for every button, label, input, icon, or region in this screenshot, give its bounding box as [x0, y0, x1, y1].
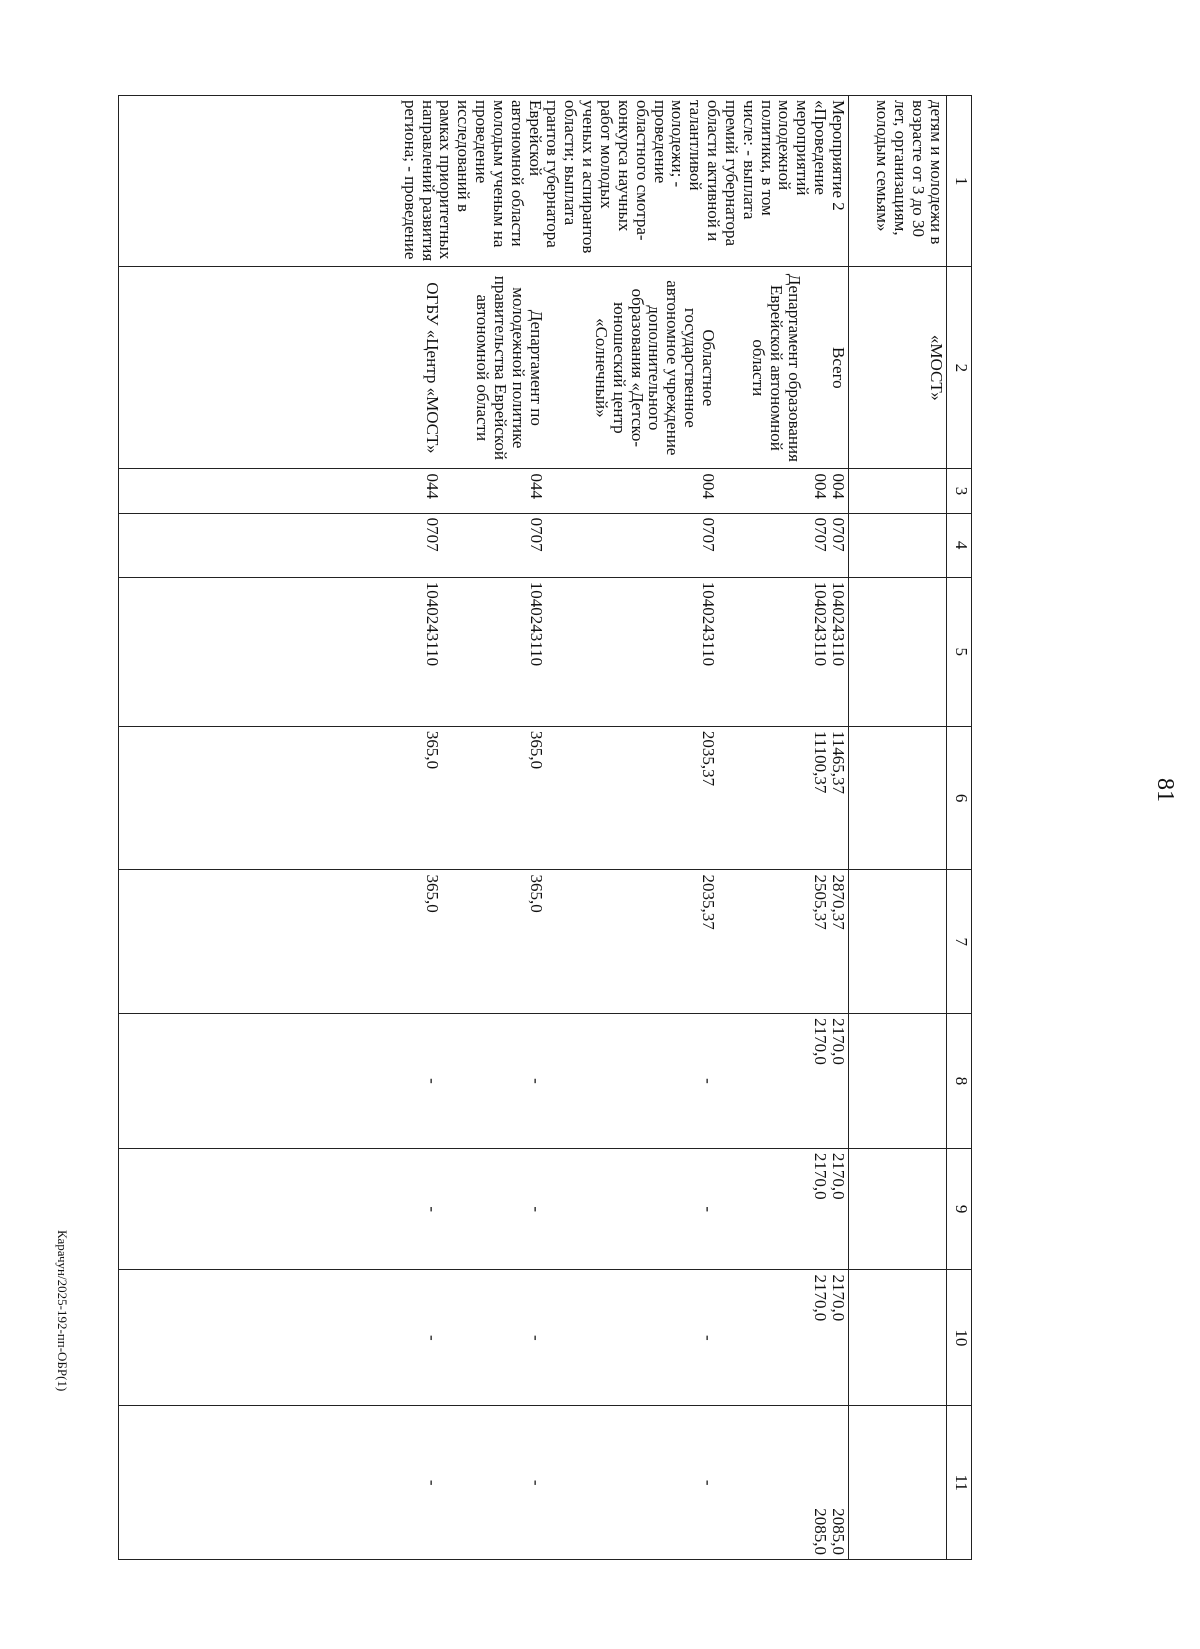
value-youth-policy: 1040243110 — [527, 581, 547, 667]
value-solnechny: - — [699, 1335, 719, 1341]
amount-cell-7 — [119, 870, 849, 1014]
value-most: 1040243110 — [423, 581, 443, 667]
value-total: 11465,37 — [829, 730, 848, 794]
amount-cell-11 — [119, 1406, 849, 1560]
value-total: 1040243110 — [829, 581, 848, 667]
value-most: - — [423, 1078, 443, 1084]
value-total: 2085,0 — [829, 1508, 848, 1555]
value-solnechny: 004 — [699, 473, 719, 499]
row-description: детям и молодежи в возрасте от 3 до 30 лет, организациям, молодым семьям» — [849, 96, 947, 267]
column-number: 2 — [947, 267, 972, 469]
value-solnechny: - — [699, 1078, 719, 1084]
table-cell — [849, 577, 947, 726]
row-description: Мероприятие 2 «Проведение мероприятий молодежной политики, в том числе: - выплата премий губернатора области активной и талантливой молодежи; - проведение областного смотра-конкурса научных работ молодых ученых и аспирантов области; выплата грантов губернатора Еврейской автономной области молодым ученым на проведение исследований в рамках приоритетных направлений развития региона; - проведение — [119, 96, 849, 267]
executor-total: Всего — [829, 347, 848, 389]
column-number: 7 — [947, 870, 972, 1014]
table-row — [849, 96, 947, 1560]
table-cell — [849, 513, 947, 577]
amount-cell-6 — [119, 726, 849, 870]
value-solnechny: - — [699, 1479, 719, 1486]
row-executor: «МОСТ» — [849, 267, 947, 469]
code-cell-5 — [119, 577, 849, 726]
value-department-education: 2085,0 — [811, 1508, 831, 1555]
column-number: 1 — [947, 96, 972, 267]
value-department-education: 2170,0 — [811, 1274, 831, 1322]
column-number: 6 — [947, 726, 972, 870]
column-number: 10 — [947, 1270, 972, 1406]
column-number: 4 — [947, 513, 972, 577]
value-department-education: 2170,0 — [811, 1018, 831, 1065]
executor-department-education: Департамент образования Еврейской автономной области — [749, 273, 804, 462]
executor-department-youth-policy: Департамент по молодежной политике правительства Еврейской автономной области — [473, 275, 546, 460]
table-header-row — [947, 96, 972, 1560]
value-youth-policy: - — [527, 1335, 547, 1341]
value-department-education: 2505,37 — [811, 874, 831, 930]
page-number: 81 — [1152, 778, 1178, 802]
value-solnechny: 1040243110 — [699, 581, 719, 667]
value-youth-policy: - — [527, 1078, 547, 1084]
value-solnechny: - — [699, 1206, 719, 1212]
table-cell — [849, 726, 947, 870]
table-cell — [849, 870, 947, 1014]
amount-cell-9 — [119, 1148, 849, 1270]
value-total: 004 — [829, 473, 848, 499]
executor-most-center: ОГБУ «Центр «МОСТ» — [423, 282, 442, 454]
column-number: 8 — [947, 1014, 972, 1149]
table-cell — [849, 469, 947, 513]
value-total: 2170,0 — [829, 1018, 848, 1065]
value-youth-policy: 044 — [527, 473, 547, 499]
executor-list — [119, 267, 849, 469]
value-total: 0707 — [829, 517, 848, 552]
column-number: 3 — [947, 469, 972, 513]
value-department-education: 2170,0 — [811, 1152, 831, 1200]
value-youth-policy: - — [527, 1479, 547, 1486]
amount-cell-8 — [119, 1014, 849, 1149]
table-row — [119, 96, 849, 1560]
value-youth-policy: 365,0 — [527, 874, 547, 913]
value-department-education: 0707 — [811, 517, 831, 552]
value-most: 044 — [423, 473, 443, 499]
value-solnechny: 0707 — [699, 517, 719, 552]
value-most: - — [423, 1479, 443, 1486]
table-cell — [849, 1406, 947, 1560]
value-total: 2170,0 — [829, 1274, 848, 1322]
value-most: - — [423, 1335, 443, 1341]
code-cell-3 — [119, 469, 849, 513]
column-number: 11 — [947, 1406, 972, 1560]
executor-solnechny-center: Областное государственное автономное учреждение дополнительного образования «Детско-юношеский центр «Солнечный» — [591, 280, 718, 456]
value-department-education: 004 — [811, 473, 831, 499]
document-code: Карачун/2025-192-пп-ОБР(1) — [55, 1230, 70, 1392]
value-department-education: 1040243110 — [811, 581, 831, 667]
value-youth-policy: 365,0 — [527, 730, 547, 770]
value-most: 365,0 — [423, 730, 443, 770]
table-cell — [849, 1014, 947, 1149]
amount-cell-10 — [119, 1270, 849, 1406]
value-most: 365,0 — [423, 874, 443, 913]
table-cell — [849, 1148, 947, 1270]
code-cell-4 — [119, 513, 849, 577]
value-most: - — [423, 1206, 443, 1212]
value-solnechny: 2035,37 — [699, 874, 719, 930]
value-solnechny: 2035,37 — [699, 730, 719, 787]
value-youth-policy: - — [527, 1206, 547, 1212]
column-number: 9 — [947, 1148, 972, 1270]
column-number: 5 — [947, 577, 972, 726]
value-total: 2870,37 — [829, 874, 848, 930]
table-cell — [849, 1270, 947, 1406]
value-most: 0707 — [423, 517, 443, 552]
value-youth-policy: 0707 — [527, 517, 547, 552]
budget-table — [118, 95, 972, 1560]
value-department-education: 11100,37 — [811, 730, 831, 794]
value-total: 2170,0 — [829, 1152, 848, 1200]
